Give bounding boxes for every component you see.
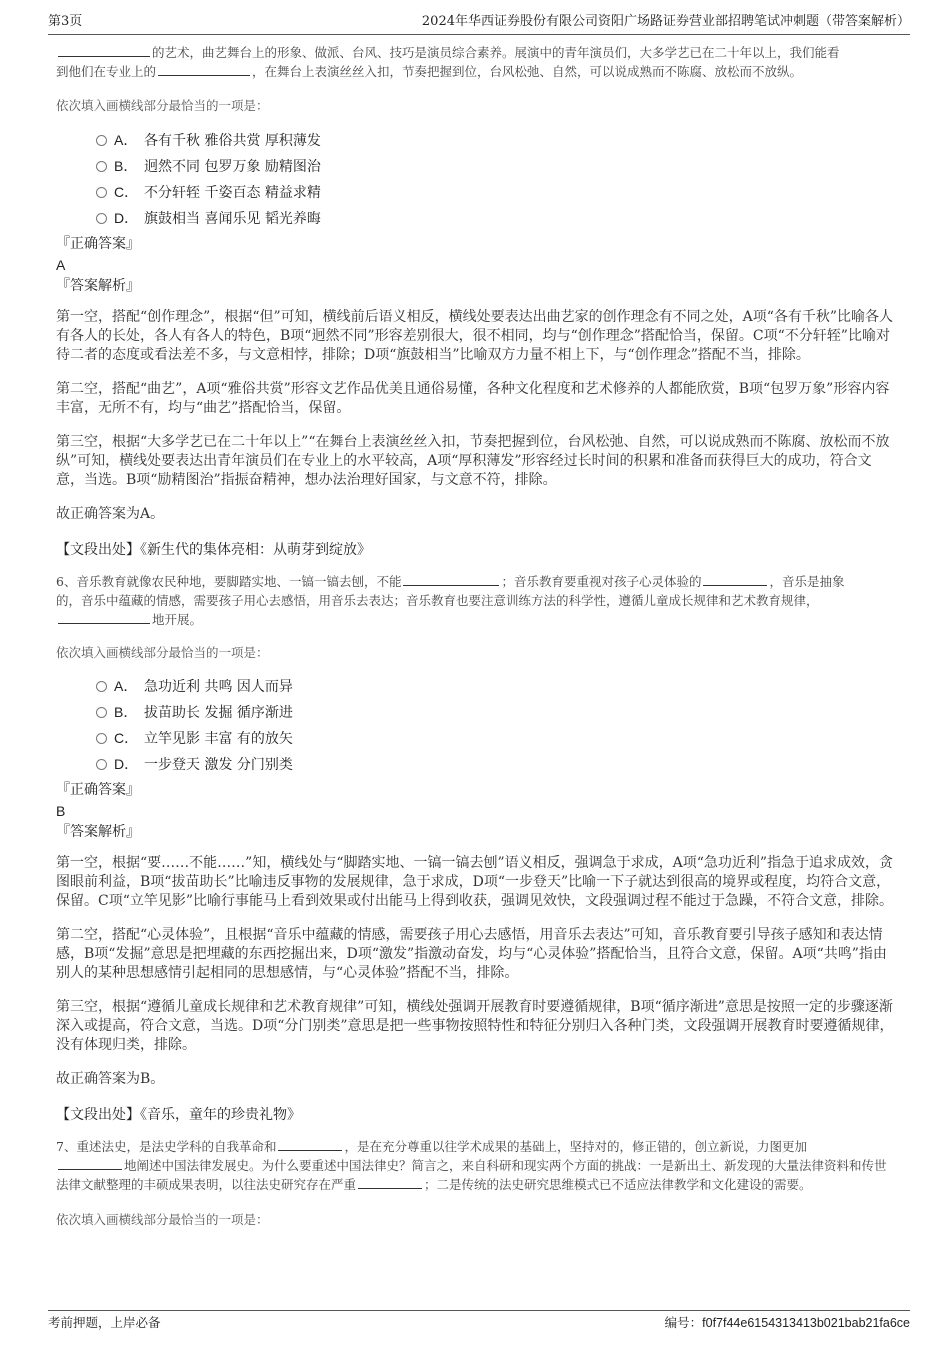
document-title: 2024年华西证券股份有限公司资阳广场路证券营业部招聘笔试冲刺题（带答案解析） <box>421 14 910 29</box>
analysis-paragraph: 第二空，搭配“心灵体验”，且根据“音乐中蕴藏的情感，需要孩子用心去感悟，用音乐去表达”可知，音乐教育要引导孩子感知和表达情感，B项“发掘”意思是把埋藏的东西挖掘出来，D项“激发”指激动奋发，均与“心灵体验”搭配恰当，且符合文意，保留。A项“共鸣”指由别人的某种思想感情引起相同的思想感情，与“心灵体验”搭配不当，排除。 <box>56 927 887 981</box>
correct-answer-label: 『正确答案』 <box>56 782 140 798</box>
question-7-prompt: 依次填入画横线部分最恰当的一项是： <box>56 1212 269 1227</box>
radio-button[interactable] <box>96 161 107 172</box>
document-id: 编号：f0f7f44e6154313413b021bab21fa6ce <box>664 1315 910 1330</box>
answer-blank <box>278 1149 342 1151</box>
question-6-text: 6、音乐教育就像农民种地，要脚踏实地、一镐一镐去刨，不能 ；音乐教育要重视对孩子心灵体验的 ，音乐是抽象 的，音乐中蕴藏的情感，需要孩子用心去感悟，用音乐去表达；音乐教育也要注意训练方法的科学性，遵循儿童成长规律和艺术教育规律， 地开展。 <box>56 574 845 627</box>
question-5-prompt: 依次填入画横线部分最恰当的一项是： <box>56 98 269 113</box>
radio-button[interactable] <box>96 707 107 718</box>
source-citation: 【文段出处】《音乐，童年的珍贵礼物》 <box>56 1107 301 1123</box>
analysis-label: 『答案解析』 <box>56 824 140 840</box>
source-citation: 【文段出处】《新生代的集体亮相：从萌芽到绽放》 <box>56 542 371 558</box>
option-a[interactable]: A． 急功近利 共鸣 因人而异 <box>56 673 896 699</box>
answer-blank <box>58 1168 122 1170</box>
answer-blank <box>403 584 499 586</box>
analysis-conclusion: 故正确答案为B。 <box>56 1071 165 1087</box>
page-footer <box>48 1310 910 1335</box>
analysis-label: 『答案解析』 <box>56 278 140 294</box>
analysis-paragraph: 第三空，根据“遵循儿童成长规律和艺术教育规律”可知，横线处强调开展教育时要遵循规律，B项“循序渐进”意思是按照一定的步骤逐渐深入或提高，符合文意，当选。D项“分门别类”意思是把一些事物按照特性和特征分别归入各种门类，文段强调开展教育时要遵循规律，没有体现归类，排除。 <box>56 999 894 1053</box>
radio-button[interactable] <box>96 733 107 744</box>
analysis-paragraph: 第三空，根据“大多学艺已在二十年以上”“在舞台上表演丝丝入扣，节奏把握到位，台风松弛、自然，可以说成熟而不陈腐、放松而不放纵”可知，横线处要表达出青年演员们在专业上的水平较高，A项“厚积薄发”形容经过长时间的积累和准备而获得巨大的成功，符合文意，当选。B项“励精图治”指振奋精神，想办法治理好国家，与文意不符，排除。 <box>56 434 890 488</box>
correct-answer: B <box>56 803 66 819</box>
option-c[interactable]: C． 不分轩轾 千姿百态 精益求精 <box>56 179 896 205</box>
radio-button[interactable] <box>96 681 107 692</box>
radio-button[interactable] <box>96 759 107 770</box>
analysis-paragraph: 第一空，搭配“创作理念”，根据“但”可知，横线前后语义相反，横线处要表达出曲艺家的创作理念有不同之处，A项“各有千秋”比喻各人有各人的长处，各人有各人的特色，B项“迥然不同”形容差别很大，很不相同，均与“创作理念”搭配恰当，保留。C项“不分轩轾”比喻对待二者的态度或看法差不多，与文意相悖，排除；D项“旗鼓相当”比喻双方力量不相上下，与“创作理念”搭配不当，排除。 <box>56 309 894 363</box>
correct-answer: A <box>56 257 66 273</box>
question-6-options <box>56 673 896 777</box>
option-b[interactable]: B． 拔苗助长 发掘 循序渐进 <box>56 699 896 725</box>
answer-blank <box>58 55 150 57</box>
option-c[interactable]: C． 立竿见影 丰富 有的放矢 <box>56 725 896 751</box>
analysis-conclusion: 故正确答案为A。 <box>56 506 165 522</box>
analysis-paragraph: 第一空，根据“要……不能……”知，横线处与“脚踏实地、一镐一镐去刨”语义相反，强调急于求成，A项“急功近利”指急于追求成效，贪图眼前利益，B项“拔苗助长”比喻违反事物的发展规律，急于求成，D项“一步登天”比喻一下子就达到很高的境界或程度，均符合文意，保留。C项“立竿见影”比喻行事能马上看到效果或付出能马上得到收获，强调见效快，文段强调过程不能过于急躁，不符合文意，排除。 <box>56 855 894 909</box>
answer-blank <box>58 622 150 624</box>
option-d[interactable]: D． 旗鼓相当 喜闻乐见 韬光养晦 <box>56 205 896 231</box>
analysis-paragraph: 第二空，搭配“曲艺”，A项“雅俗共赏”形容文艺作品优美且通俗易懂，各种文化程度和艺术修养的人都能欣赏，B项“包罗万象”形容内容丰富，无所不有，均与“曲艺”搭配恰当，保留。 <box>56 381 890 416</box>
footer-slogan: 考前押题，上岸必备 <box>48 1315 161 1330</box>
page-header <box>48 10 910 35</box>
page-content <box>56 40 896 1229</box>
question-7-text: 7、重述法史，是法史学科的自我革命和 ，是在充分尊重以往学术成果的基础上，坚持对的，修正错的，创立新说，力图更加 地阐述中国法律发展史。为什么要重述中国法律史？简言之，来自科研和现实两个方面的挑战：一是新出土、新发现的大量法律资料和传世法律文献整理的丰硕成果表明，以往法史研究存在严重 ；二是传统的法史研究思维模式已不适应法律教学和文化建设的需要。 <box>56 1139 887 1192</box>
answer-blank <box>158 74 250 76</box>
radio-button[interactable] <box>96 187 107 198</box>
option-b[interactable]: B． 迥然不同 包罗万象 励精图治 <box>56 153 896 179</box>
question-5-text: 的艺术，曲艺舞台上的形象、做派、台风、技巧是演员综合素养。展演中的青年演员们，大多学艺已在二十年以上，我们能看 到他们在专业上的 ，在舞台上表演丝丝入扣，节奏把握到位，台风松弛、自然，可以说成熟而不陈腐、放松而不放纵。 <box>56 45 840 79</box>
option-d[interactable]: D． 一步登天 激发 分门别类 <box>56 751 896 777</box>
answer-blank <box>703 584 767 586</box>
radio-button[interactable] <box>96 135 107 146</box>
answer-blank <box>358 1187 422 1189</box>
question-5-options <box>56 127 896 231</box>
page-number: 第3页 <box>48 14 83 29</box>
radio-button[interactable] <box>96 213 107 224</box>
correct-answer-label: 『正确答案』 <box>56 236 140 252</box>
question-6-prompt: 依次填入画横线部分最恰当的一项是： <box>56 645 269 660</box>
option-a[interactable]: A． 各有千秋 雅俗共赏 厚积薄发 <box>56 127 896 153</box>
